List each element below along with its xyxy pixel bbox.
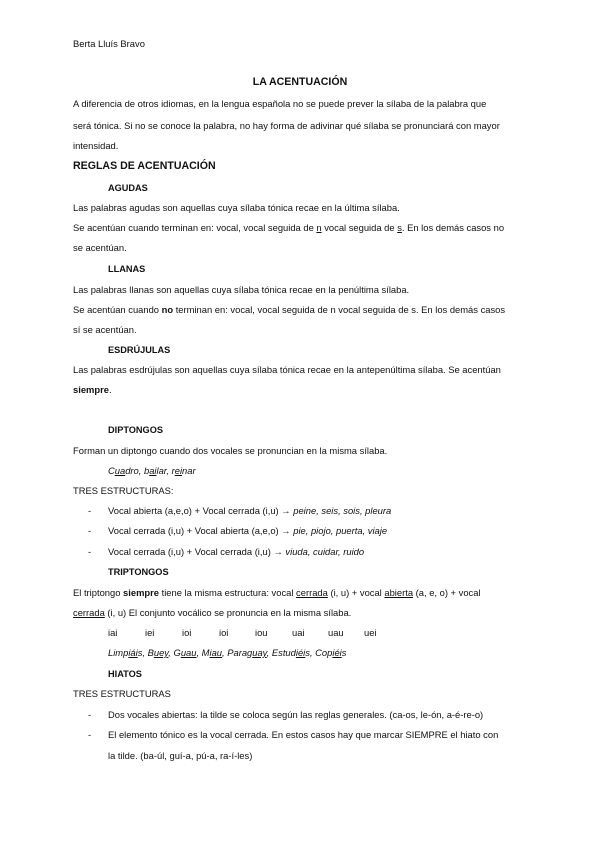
- page-title: LA ACENTUACIÓN: [252, 76, 348, 88]
- intro-line-1: A diferencia de otros idiomas, en la lengua española no se puede prever la sílaba de la palabra que: [73, 98, 487, 109]
- list-dash: -: [88, 505, 92, 516]
- triptongos-line-1: El triptongo siempre tiene la misma estructura: vocal cerrada (i, u) + vocal abierta (a, e, o) + vocal: [73, 587, 481, 598]
- diptongo-structure-3: Vocal cerrada (i,u) + Vocal cerrada (i,u) → viuda, cuidar, ruido: [108, 546, 365, 557]
- hiatos-structures-label: TRES ESTRUCTURAS: [73, 688, 171, 699]
- list-dash: -: [88, 546, 92, 557]
- llanas-line-1: Las palabras llanas son aquellas cuya sílaba tónica recae en la penúltima sílaba.: [73, 284, 410, 295]
- diptongo-structure-1: Vocal abierta (a,e,o) + Vocal cerrada (i,u) → peine, seis, sois, pleura: [108, 505, 392, 516]
- diptongos-line-1: Forman un diptongo cuando dos vocales se pronuncian en la misma sílaba.: [73, 445, 388, 456]
- triptongos-heading: TRIPTONGOS: [108, 567, 169, 577]
- triptongo-combo: iei: [145, 627, 155, 638]
- triptongo-combo: iai: [108, 627, 118, 638]
- esdrujulas-heading: ESDRÚJULAS: [108, 345, 171, 355]
- hiatos-heading: HIATOS: [108, 669, 142, 679]
- llanas-line-3: sí se acentúan.: [73, 324, 137, 335]
- triptongo-combo: ioi: [219, 627, 229, 638]
- diptongos-heading: DIPTONGOS: [108, 425, 163, 435]
- diptongos-examples: Cuadro, bailar, reinar: [108, 465, 196, 476]
- rules-heading: REGLAS DE ACENTUACIÓN: [73, 160, 216, 172]
- triptongo-combo: ioi: [182, 627, 192, 638]
- intro-line-3: intensidad.: [73, 140, 119, 151]
- agudas-heading: AGUDAS: [108, 183, 148, 193]
- list-dash: -: [88, 525, 92, 536]
- llanas-line-2: Se acentúan cuando no terminan en: vocal, vocal seguida de n vocal seguida de s. En los demás casos: [73, 304, 506, 315]
- esdrujulas-line-1: Las palabras esdrújulas son aquellas cuya sílaba tónica recae en la antepenúltima sílaba. Se acentúan: [73, 364, 501, 375]
- hiato-structure-2-line-2: la tilde. (ba-úl, guí-a, pú-a, ra-í-les): [108, 750, 253, 761]
- triptongos-examples: Limpiáis, Buey, Guau, Miau, Paraguay, Estudiéis, Copiéis: [108, 647, 347, 658]
- triptongo-combo: uau: [328, 627, 344, 638]
- diptongos-structures-label: TRES ESTRUCTURAS:: [73, 485, 174, 496]
- triptongo-combo: uei: [364, 627, 377, 638]
- hiato-structure-2-line-1: El elemento tónico es la vocal cerrada. En estos casos hay que marcar SIEMPRE el hiato con: [108, 729, 499, 740]
- triptongos-line-2: cerrada (i, u) El conjunto vocálico se pronuncia en la misma sílaba.: [73, 607, 352, 618]
- agudas-line-1: Las palabras agudas son aquellas cuya sílaba tónica recae en la última sílaba.: [73, 202, 400, 213]
- intro-line-2: será tónica. Si no se conoce la palabra, no hay forma de adivinar qué sílaba se pronunciará con mayor: [73, 120, 500, 131]
- list-dash: -: [88, 709, 92, 720]
- agudas-line-3: se acentúan.: [73, 242, 127, 253]
- author-header: Berta Lluís Bravo: [73, 38, 145, 49]
- llanas-heading: LLANAS: [108, 264, 146, 274]
- esdrujulas-line-2: siempre.: [73, 384, 112, 395]
- triptongo-combo: iou: [255, 627, 268, 638]
- diptongo-structure-2: Vocal cerrada (i,u) + Vocal abierta (a,e,o) → pie, piojo, puerta, viaje: [108, 525, 388, 536]
- list-dash: -: [88, 729, 92, 740]
- triptongo-combo: uai: [292, 627, 305, 638]
- agudas-line-2: Se acentúan cuando terminan en: vocal, vocal seguida de n vocal seguida de s. En los demás casos no: [73, 222, 505, 233]
- hiato-structure-1: Dos vocales abiertas: la tilde se coloca según las reglas generales. (ca-os, le-ón, a-é-re-o): [108, 709, 484, 720]
